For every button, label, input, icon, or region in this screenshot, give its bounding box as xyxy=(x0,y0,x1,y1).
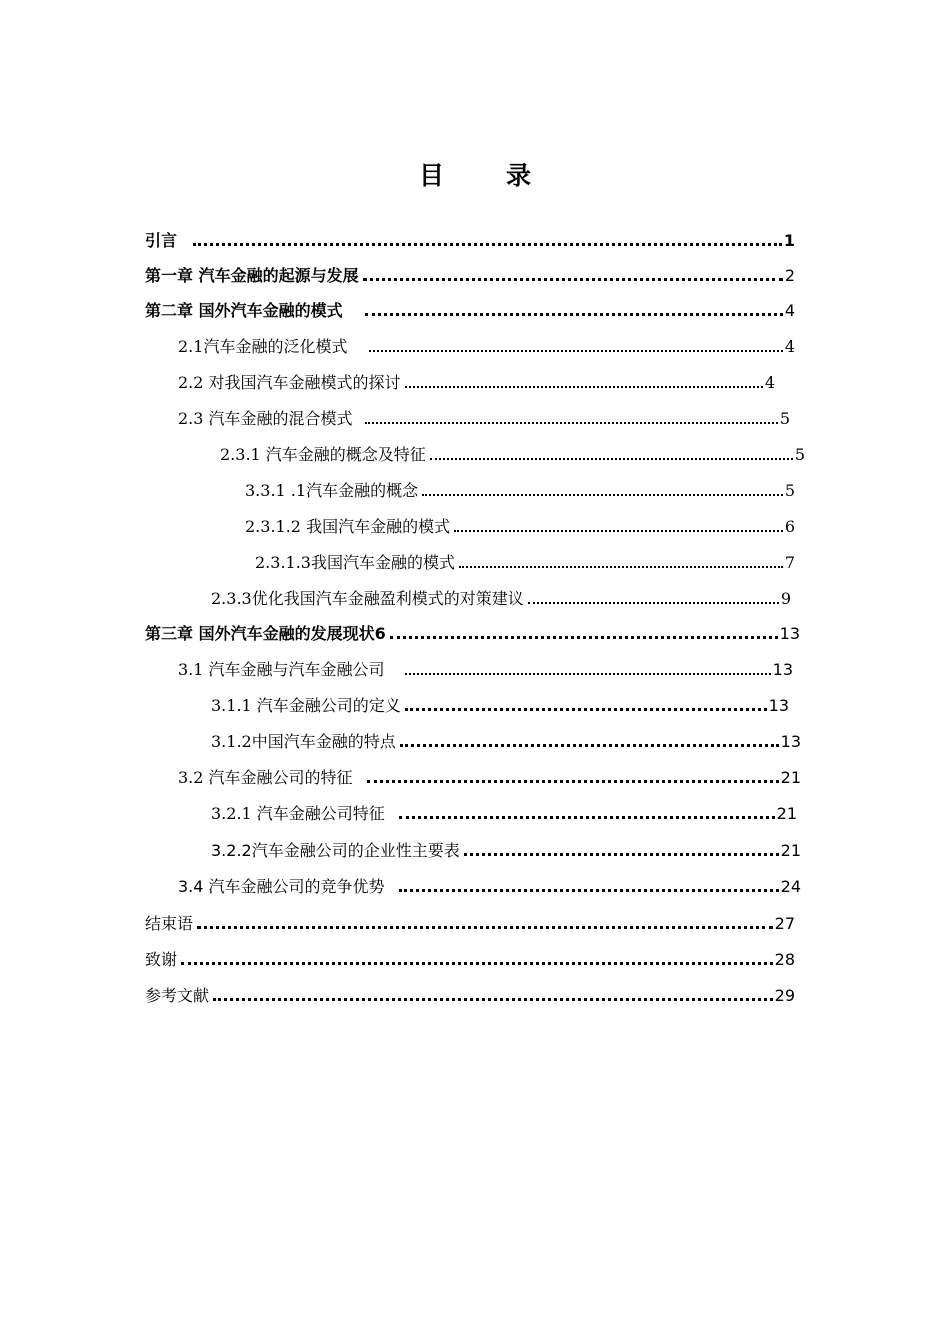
toc-entry-label: 2.3.1 汽车金融的概念及特征 xyxy=(220,445,426,464)
toc-entry[interactable] xyxy=(211,693,789,717)
toc-entry-label: 2.3.1.3我国汽车金融的模式 xyxy=(255,553,455,572)
toc-entry-page: 13 xyxy=(780,732,801,751)
toc-entry-page: 13 xyxy=(768,696,789,715)
toc-entry-page: 29 xyxy=(774,986,795,1005)
toc-entry-page: 21 xyxy=(780,841,801,860)
toc-entry-label: 3.2.2汽车金融公司的企业性主要表 xyxy=(211,841,460,860)
dot-leader xyxy=(430,458,793,460)
toc-entry-page: 9 xyxy=(780,589,791,608)
dot-leader xyxy=(422,494,783,496)
toc-entry-label: 第二章 国外汽车金融的模式 xyxy=(145,301,343,320)
toc-entry-page: 4 xyxy=(764,373,775,392)
toc-entry-label: 3.4 汽车金融公司的竞争优势 xyxy=(178,877,385,896)
dot-leader xyxy=(181,962,773,965)
dot-leader xyxy=(363,278,783,281)
dot-leader xyxy=(369,350,782,352)
dot-leader xyxy=(454,530,783,532)
toc-entry-page: 28 xyxy=(774,950,795,969)
toc-entry[interactable] xyxy=(178,370,775,394)
dot-leader xyxy=(365,422,778,424)
dot-leader xyxy=(399,816,775,819)
toc-entry[interactable] xyxy=(178,657,793,681)
dot-leader xyxy=(197,926,773,929)
toc-entry[interactable] xyxy=(245,478,795,502)
toc-entry-page: 1 xyxy=(783,231,795,250)
toc-entry-label: 2.3.3优化我国汽车金融盈利模式的对策建议 xyxy=(211,589,524,608)
toc-entry-label: 3.1.1 汽车金融公司的定义 xyxy=(211,696,401,715)
toc-entry-label: 致谢 xyxy=(145,950,178,969)
dot-leader xyxy=(464,853,779,856)
dot-leader xyxy=(213,998,773,1001)
dot-leader xyxy=(405,673,771,675)
toc-entry[interactable] xyxy=(255,550,795,574)
toc-entry-label: 第一章 汽车金融的起源与发展 xyxy=(145,266,359,285)
toc-entry-label: 3.2.1 汽车金融公司特征 xyxy=(211,804,385,823)
toc-entry[interactable] xyxy=(211,801,797,825)
toc-title xyxy=(0,158,950,194)
dot-leader xyxy=(528,602,779,604)
toc-entry-page: 4 xyxy=(784,337,795,356)
toc-entry-label: 引言 xyxy=(145,231,178,250)
toc-title-char-1: 目 xyxy=(418,161,444,190)
toc-entry-label: 2.3 汽车金融的混合模式 xyxy=(178,409,353,428)
toc-entry-label: 3.1 汽车金融与汽车金融公司 xyxy=(178,660,385,679)
dot-leader xyxy=(365,313,783,316)
toc-entry-label: 参考文献 xyxy=(145,986,210,1005)
dot-leader xyxy=(405,386,763,388)
dot-leader xyxy=(400,744,779,747)
toc-entry[interactable] xyxy=(178,765,801,789)
toc-entry-page: 13 xyxy=(772,660,793,679)
toc-entry[interactable] xyxy=(145,983,795,1007)
toc-entry-label: 2.3.1.2 我国汽车金融的模式 xyxy=(245,517,451,536)
toc-entry[interactable] xyxy=(220,442,805,466)
toc-entry[interactable] xyxy=(178,874,801,898)
toc-entry-label: 结束语 xyxy=(145,914,194,933)
toc-entry-page: 6 xyxy=(784,517,795,536)
toc-entry[interactable] xyxy=(211,729,801,753)
dot-leader xyxy=(405,708,767,711)
toc-entry[interactable] xyxy=(211,838,801,862)
toc-entry[interactable] xyxy=(211,586,791,610)
toc-entry[interactable] xyxy=(178,406,790,430)
dot-leader xyxy=(399,889,779,892)
toc-entry-page: 24 xyxy=(780,877,801,896)
toc-entry-label: 2.2 对我国汽车金融模式的探讨 xyxy=(178,373,401,392)
dot-leader xyxy=(193,243,782,246)
dot-leader xyxy=(367,780,779,783)
toc-entry[interactable] xyxy=(245,514,795,538)
toc-entry[interactable] xyxy=(178,334,795,358)
toc-entry-page: 4 xyxy=(784,301,795,320)
dot-leader xyxy=(459,566,783,568)
toc-entry-page: 21 xyxy=(776,804,797,823)
toc-entry[interactable] xyxy=(145,228,795,252)
toc-entry-label: 第三章 国外汽车金融的发展现状6 xyxy=(145,624,386,643)
toc-entry-page: 5 xyxy=(779,409,790,428)
toc-title-char-2: 录 xyxy=(506,161,532,190)
toc-entry-label: 3.1.2中国汽车金融的特点 xyxy=(211,732,396,751)
toc-entry-label: 2.1汽车金融的泛化模式 xyxy=(178,337,348,356)
toc-entry-page: 21 xyxy=(780,768,801,787)
toc-entry[interactable] xyxy=(145,263,795,287)
toc-entry-page: 27 xyxy=(774,914,795,933)
toc-entry-label: 3.3.1 .1汽车金融的概念 xyxy=(245,481,419,500)
dot-leader xyxy=(390,636,778,639)
toc-entry-page: 7 xyxy=(784,553,795,572)
toc-entry-page: 5 xyxy=(784,481,795,500)
toc-entry-page: 13 xyxy=(779,624,800,643)
toc-entry[interactable] xyxy=(145,911,795,935)
toc-entry-page: 2 xyxy=(784,266,795,285)
toc-entry[interactable] xyxy=(145,947,795,971)
toc-entry[interactable] xyxy=(145,621,800,645)
toc-entry-label: 3.2 汽车金融公司的特征 xyxy=(178,768,353,787)
toc-entry-page: 5 xyxy=(794,445,805,464)
toc-entry[interactable] xyxy=(145,298,795,322)
